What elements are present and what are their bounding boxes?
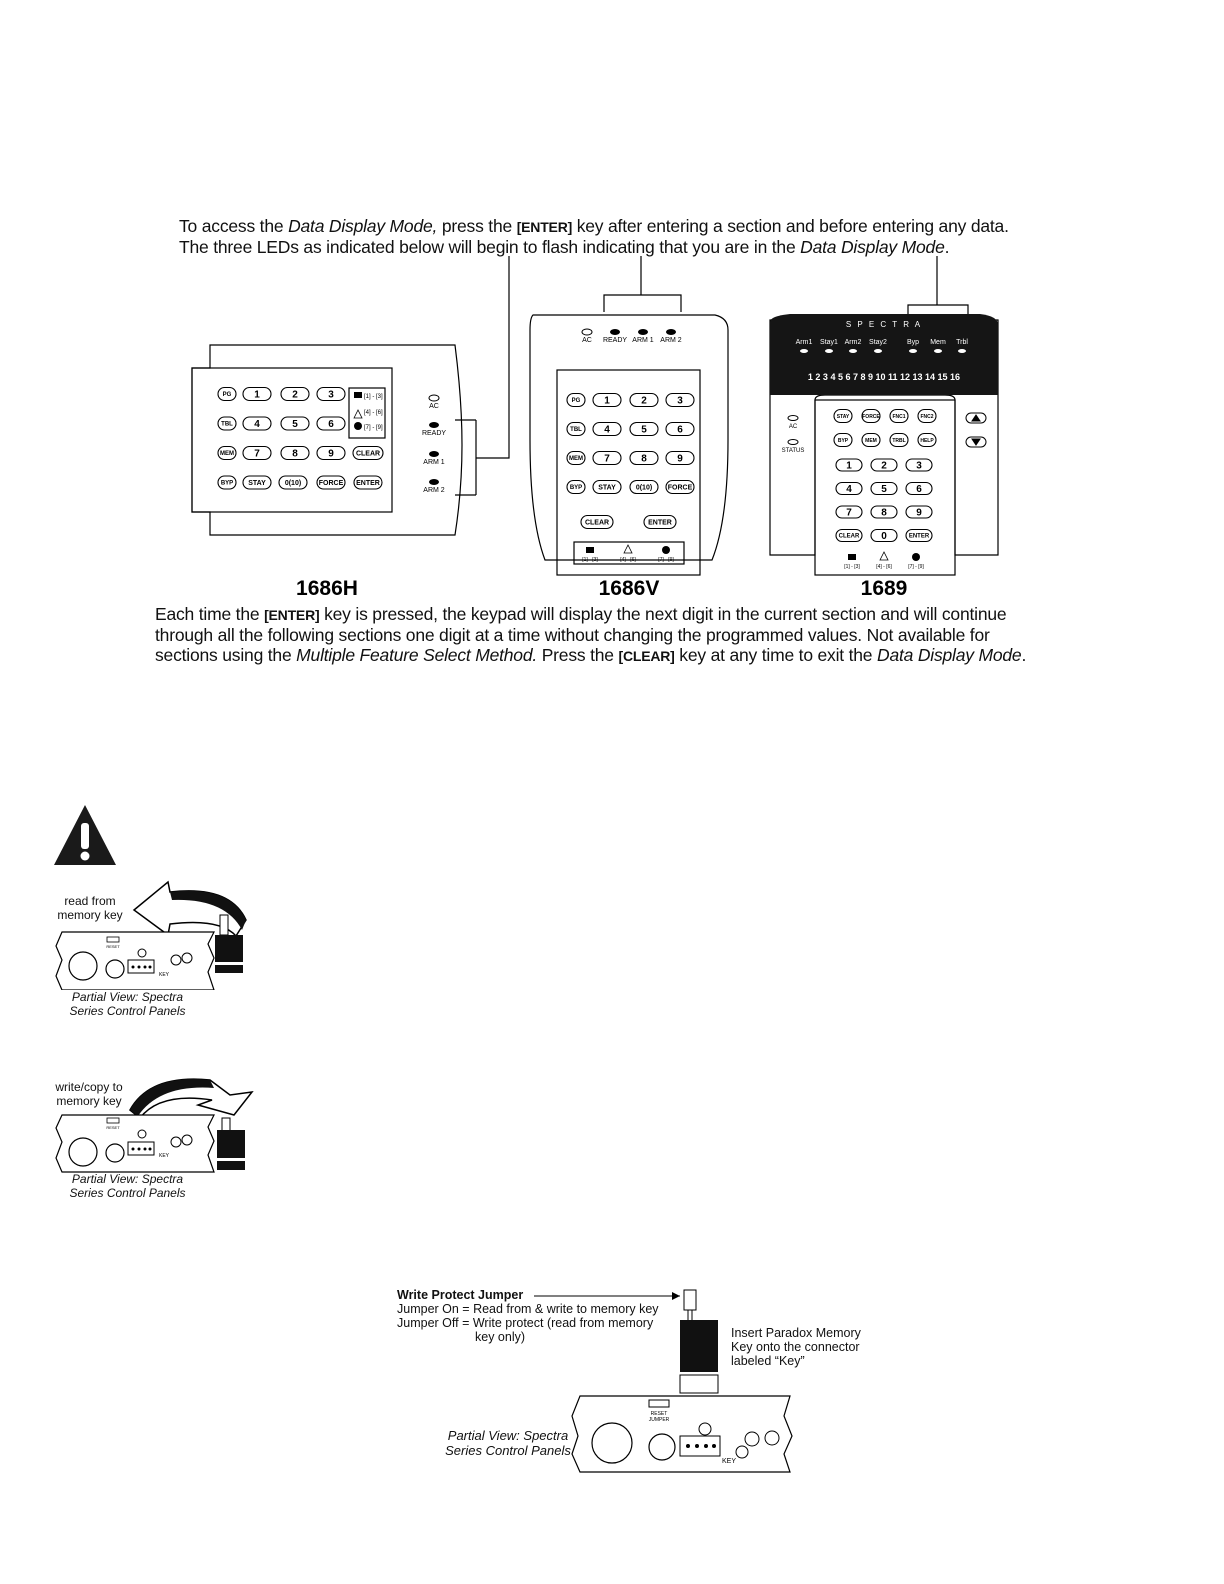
1686h-zone-1: [1] - [3] — [364, 394, 383, 400]
1689-key-3-label: 3 — [916, 460, 922, 472]
after-paragraph — [155, 604, 1045, 666]
insert-line-2: Key onto the connector — [731, 1340, 860, 1354]
intro-enter-key: [ENTER] — [516, 219, 573, 235]
1689-key-fnc1-label: FNC1 — [892, 413, 906, 420]
write-label-line-2: memory key — [56, 1094, 122, 1108]
read-figure — [50, 880, 260, 990]
keypads-illustration — [0, 0, 1224, 600]
1689-zone-numbers: 1 2 3 4 5 6 7 8 9 10 11 12 13 14 15 16 — [807, 372, 961, 382]
write-caption-line-1: Partial View: Spectra — [71, 1172, 184, 1186]
1686h-key-3-label: 3 — [328, 389, 334, 401]
1686h-key-enter-label: ENTER — [356, 479, 380, 487]
1686v-zone-2: [4] - [6] — [620, 557, 636, 563]
1686h-key-7-label: 7 — [254, 448, 260, 460]
1689-key-2-label: 2 — [881, 460, 887, 472]
1686v-zone-3: [7] - [9] — [658, 557, 674, 563]
jumper-reset-1: RESET — [650, 1411, 668, 1417]
1689-key-8-label: 8 — [881, 507, 887, 519]
1689-key-9-label: 9 — [916, 507, 922, 519]
write-figure — [50, 1070, 260, 1180]
1686h-led-arm2: ARM 2 — [423, 487, 445, 494]
1689-key-1-label: 1 — [846, 460, 852, 472]
insert-line-1: Insert Paradox Memory — [731, 1326, 861, 1340]
1686v-key-6-label: 6 — [677, 424, 683, 436]
1686v-key-010-label: 0(10) — [635, 484, 653, 492]
1686h-led-ac: AC — [429, 403, 439, 410]
1689-led-status: STATUS — [781, 448, 805, 454]
1686v-key-3-label: 3 — [677, 395, 683, 407]
1689-arrow-keys — [966, 413, 986, 447]
1689-key-7-label: 7 — [846, 507, 852, 519]
1686v-leds — [582, 329, 682, 344]
spectra-brand: S P E C T R A — [845, 320, 923, 329]
1689-key-stay-label: STAY — [836, 413, 850, 420]
1689-zone-panel — [844, 552, 924, 570]
1686v-key-byp-label: BYP — [569, 485, 583, 492]
1686h-key-9-label: 9 — [328, 448, 334, 460]
read-caption-line-2: Series Control Panels — [69, 1004, 186, 1018]
1686v-key-pg-label: PG — [571, 398, 581, 405]
1689-led-stay2: Stay2 — [869, 339, 887, 346]
after-text-2: key is pressed, the keypad will display the next digit in the current section and will continue through all the following sections one digit at a time without changing the programmed values. Not available for sections using the — [155, 604, 1007, 665]
1689-key-clear-label: CLEAR — [838, 533, 860, 540]
1686v-key-mem-label: MEM — [569, 456, 583, 463]
1686v-key-2-label: 2 — [641, 395, 647, 407]
1689-key-help-label: HELP — [920, 437, 934, 444]
1686h-zone-panel — [354, 392, 383, 431]
1689-zone-3: [7] - [9] — [908, 564, 924, 570]
read-reset-label: RESET — [106, 944, 120, 949]
1689-led-trbl: Trbl — [956, 339, 968, 346]
1689-key-5-label: 5 — [881, 484, 887, 495]
1686h-key-5-label: 5 — [292, 419, 298, 430]
1686h-key-pg-label: PG — [222, 392, 232, 399]
1689-led-ac: AC — [788, 424, 798, 430]
1686h-key-8-label: 8 — [292, 448, 298, 460]
1686v-keys — [567, 394, 694, 529]
after-text-5: . — [1021, 645, 1027, 665]
write-reset-label: RESET — [106, 1125, 120, 1130]
1686v-key-5-label: 5 — [641, 424, 647, 436]
jumper-on: Jumper On = Read from & write to memory key — [397, 1302, 659, 1316]
intro-text-4: . — [944, 237, 950, 257]
1689-key-fnc2-label: FNC2 — [920, 413, 934, 420]
1686h-key-stay-label: STAY — [248, 479, 266, 487]
1686v-key-tbl-label: TBL — [570, 427, 582, 434]
1686h-led-ready: READY — [421, 430, 447, 437]
1689-led-arm1: Arm1 — [795, 339, 813, 346]
1689-led-arm2: Arm2 — [844, 339, 862, 346]
jumper-caption — [440, 1428, 576, 1458]
after-enter-key: [ENTER] — [264, 607, 320, 623]
intro-mode-1: Data Display Mode, — [288, 216, 438, 236]
1686h-key-6-label: 6 — [328, 419, 334, 430]
1686v-zone-panel — [582, 545, 674, 563]
jumper-off-1: Jumper Off = Write protect (read from memory — [397, 1316, 654, 1330]
1686v-led-ready: READY — [602, 337, 628, 344]
1686h-zone-3: [7] - [9] — [364, 425, 383, 431]
intro-text-3: key after entering a section and before entering any data. The three LEDs as indicated below will begin to flash indicating that you are in the — [179, 216, 1009, 257]
1689-keys — [834, 410, 936, 543]
1686v-led-arm1: ARM 1 — [632, 337, 654, 344]
after-method: Multiple Feature Select Method. — [296, 645, 538, 665]
read-caption — [55, 990, 200, 1018]
jumper-reset-2: JUMPER — [648, 1417, 670, 1423]
1689-zone-1: [1] - [3] — [844, 564, 860, 570]
1689-key-enter-label: ENTER — [908, 533, 930, 540]
write-key-label: KEY — [159, 1153, 170, 1159]
1686v-zone-1: [1] - [3] — [582, 557, 598, 563]
read-label-line-2: memory key — [57, 908, 123, 922]
jumper-off-2: key only) — [475, 1330, 526, 1344]
1686v-key-8-label: 8 — [641, 453, 647, 465]
1686v-key-force-label: FORCE — [667, 484, 693, 492]
read-key-label: KEY — [159, 972, 170, 978]
1686h-key-mem-label: MEM — [220, 451, 234, 458]
write-label-line-1: write/copy to — [55, 1080, 123, 1094]
1689-led-mem: Mem — [930, 339, 946, 346]
1689-led-stay1: Stay1 — [820, 339, 838, 346]
1686v-key-clear-label: CLEAR — [584, 519, 610, 527]
insert-line-3: labeled “Key” — [731, 1354, 805, 1368]
jumper-key-label: KEY — [722, 1458, 737, 1465]
1686h-led-arm1: ARM 1 — [423, 459, 445, 466]
intro-mode-2: Data Display Mode — [800, 237, 945, 257]
1686v-key-1-label: 1 — [604, 395, 610, 407]
intro-text-1: To access the — [179, 216, 289, 236]
jumper-title: Write Protect Jumper — [397, 1288, 524, 1302]
1689-key-force-label: FORCE — [862, 413, 880, 420]
1689-key-4-label: 4 — [846, 484, 852, 495]
1686v-key-7-label: 7 — [604, 453, 610, 465]
after-clear-key: [CLEAR] — [618, 648, 675, 664]
1686v-led-ac: AC — [582, 337, 592, 344]
read-caption-line-1: Partial View: Spectra — [71, 990, 184, 1004]
1689-key-0-label: 0 — [881, 531, 887, 542]
model-1686v: 1686V — [598, 577, 660, 600]
write-caption — [55, 1172, 200, 1200]
1686v-led-arm2: ARM 2 — [660, 337, 682, 344]
1686v-key-stay-label: STAY — [598, 484, 616, 492]
1689-key-6-label: 6 — [916, 484, 922, 495]
after-text-4: key at any time to exit the — [674, 645, 877, 665]
1686h-key-4-label: 4 — [254, 419, 260, 430]
1686h-key-2-label: 2 — [292, 389, 298, 401]
1689-led-byp: Byp — [906, 339, 920, 346]
1689-key-byp-label: BYP — [837, 437, 849, 444]
intro-text-2: press the — [437, 216, 517, 236]
1686h-leds — [422, 395, 446, 494]
1686h-key-tbl-label: TBL — [221, 421, 233, 428]
1686v-key-enter-label: ENTER — [648, 519, 672, 527]
warning-icon — [52, 803, 118, 867]
1686h-zone-2: [4] - [6] — [364, 410, 383, 416]
after-text-1: Each time the — [155, 604, 265, 624]
1686h-key-1-label: 1 — [254, 389, 260, 401]
1686h-key-clear-label: CLEAR — [355, 450, 381, 458]
1689-zone-2: [4] - [6] — [876, 564, 892, 570]
1686h-key-byp-label: BYP — [220, 480, 234, 487]
1686h-key-force-label: FORCE — [318, 479, 344, 487]
model-1689: 1689 — [860, 577, 908, 600]
after-mode: Data Display Mode — [877, 645, 1022, 665]
after-text-3: Press the — [537, 645, 619, 665]
model-1686h: 1686H — [296, 577, 358, 600]
read-label-line-1: read from — [64, 894, 116, 908]
write-caption-line-2: Series Control Panels — [69, 1186, 186, 1200]
1686v-key-9-label: 9 — [677, 453, 683, 465]
1689-side-leds — [782, 416, 805, 455]
jumper-caption-line-2: Series Control Panels — [445, 1443, 571, 1458]
1686h-key-010-label: 0(10) — [284, 479, 302, 487]
jumper-caption-line-1: Partial View: Spectra — [447, 1428, 569, 1443]
1686v-key-4-label: 4 — [604, 424, 610, 436]
1689-key-mem-label: MEM — [865, 437, 877, 444]
1689-key-trbl-label: TRBL — [892, 437, 906, 444]
